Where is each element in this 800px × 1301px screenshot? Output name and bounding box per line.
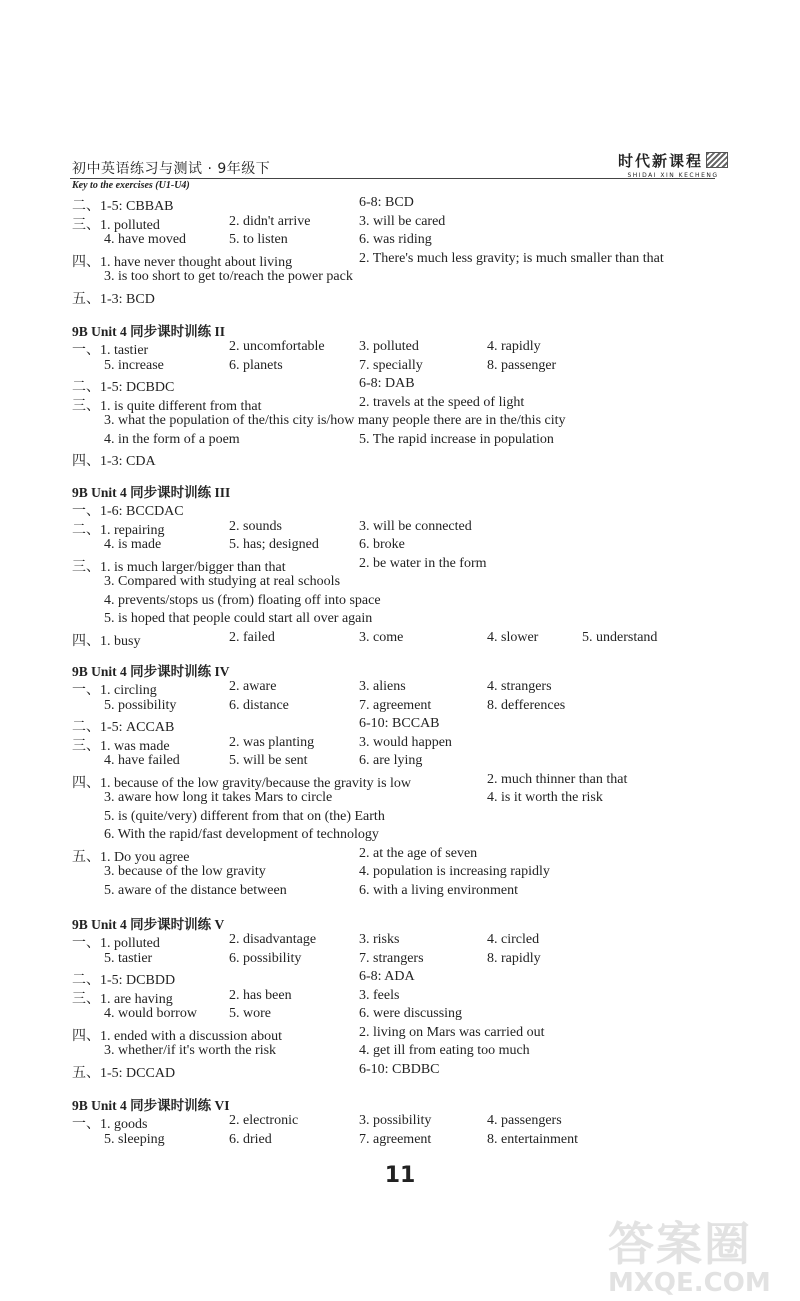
answer-cell: 一、1. circling	[72, 683, 157, 698]
answer-line	[72, 500, 722, 518]
answer-cell: 4. have failed	[104, 753, 180, 768]
answer-cell: 5. has; designed	[229, 537, 319, 552]
answer-cell: 一、1-6: BCCDAC	[72, 504, 184, 519]
answer-cell: 2. much thinner than that	[487, 771, 628, 787]
answer-cell: 7. specially	[359, 357, 423, 373]
answer-cell: 6. dried	[229, 1131, 272, 1147]
answer-cell: 3. what the population of the/this city is/how many people there are in the/this city	[104, 413, 566, 428]
answer-line	[72, 969, 722, 987]
answer-cell: 6. were discussing	[359, 1006, 463, 1021]
answer-cell: 2. was planting	[229, 734, 315, 750]
answer-cell: 3. whether/if it's worth the risk	[104, 1043, 277, 1058]
answer-cell: 4. would borrow	[104, 1006, 197, 1021]
answer-line	[72, 450, 722, 468]
answer-cell: 二、1-5: CBBAB	[72, 199, 174, 214]
answer-cell: 3. come	[359, 629, 404, 645]
answer-cell: 6. broke	[359, 537, 405, 552]
answer-cell: 4. strangers	[487, 679, 552, 694]
watermark	[608, 1208, 793, 1298]
answer-line	[72, 716, 722, 734]
answer-cell: 5. is (quite/very) different from that on (the) Earth	[104, 808, 385, 824]
answer-line	[72, 232, 722, 250]
answer-cell: 6-8: DAB	[359, 376, 415, 391]
page-number: 11	[384, 1163, 416, 1188]
answer-cell: 5. sleeping	[104, 1131, 165, 1147]
answer-cell: 5. to listen	[229, 232, 288, 247]
answer-cell: 3. is too short to get to/reach the power pack	[104, 269, 353, 284]
answer-cell: 四、1. have never thought about living	[72, 254, 293, 270]
answer-cell: 8. rapidly	[487, 950, 541, 966]
answer-line	[72, 1025, 722, 1043]
answer-cell: 5. The rapid increase in population	[359, 431, 554, 447]
answer-cell: 4. in the form of a poem	[104, 431, 240, 447]
answer-cell: 6. with a living environment	[359, 882, 519, 898]
answer-cell: 四、1-3: CDA	[72, 454, 156, 469]
answer-cell: 五、1-5: DCCAD	[72, 1065, 176, 1081]
answer-cell: 4. get ill from eating too much	[359, 1043, 530, 1058]
answer-line	[72, 376, 722, 394]
answer-line	[72, 593, 722, 611]
answer-cell: 3. risks	[359, 932, 400, 947]
answer-cell: 五、1. Do you agree	[72, 849, 190, 865]
answer-cell: 5. understand	[582, 629, 658, 645]
answer-line	[72, 951, 722, 969]
answer-cell: 一、1. goods	[72, 1117, 148, 1132]
answer-cell: 8. passenger	[487, 357, 557, 373]
answer-cell: 8. defferences	[487, 697, 566, 713]
answer-cell: 4. passengers	[487, 1113, 562, 1128]
answer-cell: 2. uncomfortable	[229, 339, 325, 354]
answer-cell: 2. travels at the speed of light	[359, 394, 525, 410]
answer-line	[72, 339, 722, 357]
answer-line	[72, 537, 722, 555]
answer-line	[72, 395, 722, 413]
answer-cell: 4. is made	[104, 537, 162, 552]
answer-line	[72, 611, 722, 629]
answer-line	[72, 846, 722, 864]
answer-cell: 6-10: BCCAB	[359, 716, 440, 731]
watermark-cn: 答案圈	[608, 1217, 752, 1271]
answer-cell: 2. be water in the form	[359, 555, 487, 571]
answer-cell: 6. was riding	[359, 232, 432, 247]
answer-line	[72, 1006, 722, 1024]
answer-cell: 2. disadvantage	[229, 932, 317, 947]
answer-line	[72, 790, 722, 808]
answer-line	[72, 251, 722, 269]
header-divider	[70, 178, 715, 179]
answer-line	[72, 195, 722, 213]
answer-line	[72, 735, 722, 753]
answer-line	[72, 1113, 722, 1131]
answer-cell: 3. aliens	[359, 679, 406, 694]
answer-line	[72, 883, 722, 901]
answer-cell: 2. at the age of seven	[359, 845, 478, 861]
answer-line	[72, 1043, 722, 1061]
answer-cell: 4. circled	[487, 932, 540, 947]
answer-cell: 4. have moved	[104, 232, 187, 247]
answer-cell: 6-8: BCD	[359, 195, 414, 210]
answer-cell: 5. wore	[229, 1006, 271, 1021]
answer-cell: 3. will be connected	[359, 518, 472, 534]
book-title: 初中英语练习与测试 · 9年级下	[72, 161, 271, 177]
answer-cell: 6. are lying	[359, 753, 423, 768]
answer-cell: 2. living on Mars was carried out	[359, 1024, 545, 1040]
answer-cell: 8. entertainment	[487, 1131, 578, 1147]
brand-mark-icon	[706, 152, 728, 168]
answer-cell: 二、1. repairing	[72, 522, 165, 538]
section-title: 9B Unit 4 同步课时训练 V	[72, 917, 225, 932]
answer-cell: 7. agreement	[359, 1131, 432, 1147]
answer-line	[72, 432, 722, 450]
key-label: Key to the exercises (U1-U4)	[72, 180, 190, 191]
answer-cell: 三、1. are having	[72, 991, 173, 1007]
section-title: 9B Unit 4 同步课时训练 VI	[72, 1098, 230, 1113]
answer-line	[72, 864, 722, 882]
answer-line	[72, 630, 722, 648]
answer-cell: 5. aware of the distance between	[104, 882, 287, 898]
answer-line	[72, 519, 722, 537]
answer-cell: 四、1. because of the low gravity/because the gravity is low	[72, 775, 412, 791]
answer-cell: 5. possibility	[104, 697, 177, 713]
answer-cell: 3. possibility	[359, 1113, 432, 1128]
answer-cell: 6. With the rapid/fast development of technology	[104, 827, 379, 842]
answer-cell: 7. agreement	[359, 697, 432, 713]
answer-cell: 4. population is increasing rapidly	[359, 864, 550, 879]
watermark-url: MXQE.COM	[608, 1268, 771, 1298]
answer-cell: 三、1. was made	[72, 738, 170, 754]
answer-cell: 6. distance	[229, 697, 289, 713]
answer-line	[72, 214, 722, 232]
answer-line	[72, 358, 722, 376]
answer-cell: 二、1-5: ACCAB	[72, 720, 175, 735]
answer-cell: 4. rapidly	[487, 339, 541, 354]
answer-cell: 3. aware how long it takes Mars to circle	[104, 790, 333, 805]
answer-cell: 4. slower	[487, 629, 539, 645]
brand-name-en: SHIDAI XIN KECHENG	[627, 172, 719, 179]
answer-cell: 三、1. is much larger/bigger than that	[72, 559, 286, 575]
answer-cell: 2. There's much less gravity; is much smaller than that	[359, 250, 664, 266]
answer-cell: 5. will be sent	[229, 753, 308, 768]
answer-cell: 6-8: ADA	[359, 969, 415, 984]
answer-cell: 二、1-5: DCBDD	[72, 973, 176, 988]
answer-cell: 四、1. ended with a discussion about	[72, 1028, 282, 1044]
answer-cell: 3. polluted	[359, 339, 419, 354]
answer-cell: 7. strangers	[359, 950, 424, 966]
answer-cell: 2. electronic	[229, 1113, 299, 1128]
answer-line	[72, 753, 722, 771]
brand-name-cn: 时代新课程	[618, 152, 704, 170]
section-title: 9B Unit 4 同步课时训练 IV	[72, 664, 230, 679]
answer-line	[72, 679, 722, 697]
brand-logo	[618, 150, 728, 179]
answer-cell: 2. aware	[229, 679, 277, 694]
answer-cell: 2. failed	[229, 629, 275, 645]
answer-line	[72, 932, 722, 950]
answer-cell: 2. sounds	[229, 518, 282, 534]
answer-cell: 2. has been	[229, 987, 292, 1003]
answer-cell: 一、1. polluted	[72, 936, 160, 951]
answer-cell: 二、1-5: DCBDC	[72, 380, 175, 395]
answer-cell: 5. is hoped that people could start all over again	[104, 611, 373, 626]
answer-cell: 5. tastier	[104, 950, 153, 966]
answer-cell: 3. because of the low gravity	[104, 864, 266, 879]
answer-cell: 3. feels	[359, 987, 400, 1003]
answer-line	[72, 1132, 722, 1150]
answer-cell: 一、1. tastier	[72, 343, 149, 358]
answer-line	[72, 809, 722, 827]
answer-cell: 4. prevents/stops us (from) floating off into space	[104, 592, 381, 608]
answer-line	[72, 556, 722, 574]
answer-cell: 2. didn't arrive	[229, 213, 311, 229]
answer-cell: 3. Compared with studying at real schools	[104, 574, 341, 589]
answer-line	[72, 413, 722, 431]
answer-cell: 6-10: CBDBC	[359, 1061, 440, 1077]
answer-line	[72, 698, 722, 716]
answer-cell: 3. will be cared	[359, 213, 446, 229]
answer-cell: 四、1. busy	[72, 633, 141, 649]
answer-cell: 五、1-3: BCD	[72, 291, 155, 307]
answer-cell: 三、1. polluted	[72, 217, 160, 233]
answer-cell: 6. planets	[229, 357, 283, 373]
answer-cell: 三、1. is quite different from that	[72, 398, 262, 414]
answer-cell: 3. would happen	[359, 734, 452, 750]
answer-line	[72, 574, 722, 592]
answer-line	[72, 269, 722, 287]
answer-line	[72, 772, 722, 790]
answer-line	[72, 988, 722, 1006]
answer-line	[72, 288, 722, 306]
answer-cell: 5. increase	[104, 357, 164, 373]
section-title: 9B Unit 4 同步课时训练 III	[72, 485, 231, 500]
answer-line	[72, 827, 722, 845]
section-title: 9B Unit 4 同步课时训练 II	[72, 324, 226, 339]
answer-cell: 6. possibility	[229, 950, 302, 966]
answer-line	[72, 1062, 722, 1080]
answer-cell: 4. is it worth the risk	[487, 790, 603, 805]
